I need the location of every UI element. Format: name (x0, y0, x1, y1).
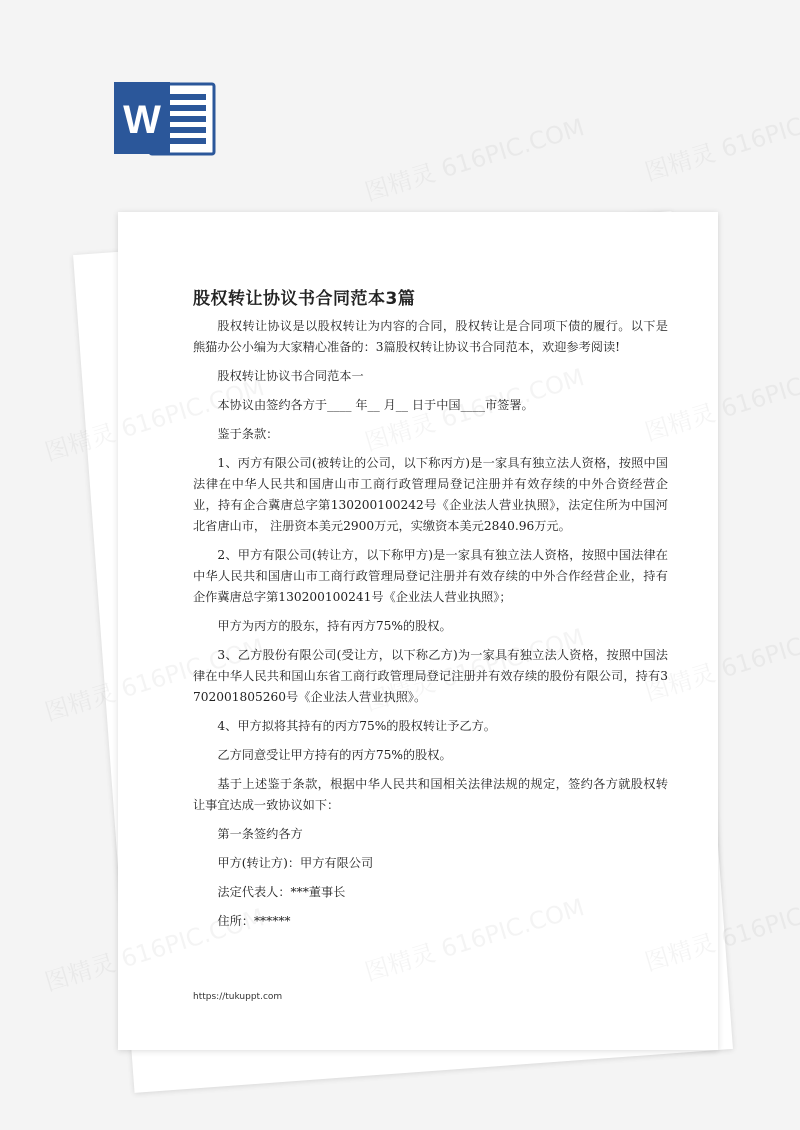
watermark (360, 107, 588, 207)
paragraph-article-1: 第一条签约各方 (217, 827, 303, 841)
word-icon-letter: W (123, 98, 161, 142)
paragraph-address: 住所：****** (217, 914, 291, 928)
paragraph-clause-2: 2、甲方有限公司(转让方，以下称甲方)是一家具有独立法人资格，按照中国法律在中华人民共和国唐山市工商行政管理局登记注册并有效存续的中外合作经营企业，持有企作冀唐总字第130200100241号《企业法人营业执照》； (193, 548, 668, 604)
document-title: 股权转让协议书合同范本3篇 (193, 289, 416, 309)
paragraph-clause-1: 1、丙方有限公司(被转让的公司，以下称丙方)是一家具有独立法人资格，按照中国法律在中华人民共和国唐山市工商行政管理局登记注册并有效存续的中外合资经营企业，持有企合冀唐总字第130200100242号《企业法人营业执照》，法定住所为中国河北省唐山市， 注册资本美元2900万元，实缴资本美元2840.96万元。 (193, 456, 668, 533)
paragraph-shareholding: 甲方为丙方的股东，持有丙方75%的股权。 (217, 619, 452, 633)
paragraph-legal-rep: 法定代表人：***董事长 (217, 885, 346, 899)
document-body (193, 316, 668, 940)
footer-link[interactable]: https://tukuppt.com (193, 992, 283, 1002)
paragraph-acceptance: 乙方同意受让甲方持有的丙方75%的股权。 (217, 748, 452, 762)
paragraph-agreement-basis: 基于上述鉴于条款，根据中华人民共和国相关法律法规的规定，签约各方就股权转让事宜达成一致协议如下： (193, 777, 668, 812)
paragraph-party-a: 甲方(转让方)：甲方有限公司 (217, 856, 374, 870)
watermark (640, 87, 800, 187)
word-document-icon (112, 78, 216, 158)
paragraph-section-heading: 股权转让协议书合同范本一 (217, 369, 364, 383)
paragraph-signing: 本协议由签约各方于____ 年__ 月__ 日于中国____市签署。 (217, 398, 534, 412)
paragraph-recitals-heading: 鉴于条款： (217, 427, 279, 441)
paragraph-clause-4: 4、甲方拟将其持有的丙方75%的股权转让予乙方。 (217, 719, 496, 733)
paragraph-clause-3: 3、乙方股份有限公司(受让方，以下称乙方)为一家具有独立法人资格，按照中国法律在中华人民共和国山东省工商行政管理局登记注册并有效存续的股份有限公司，持有3702001805260号《企业法人营业执照》。 (193, 648, 668, 704)
paragraph-intro: 股权转让协议是以股权转让为内容的合同，股权转让是合同项下债的履行。以下是熊猫办公小编为大家精心准备的：3篇股权转让协议书合同范本，欢迎参考阅读! (193, 319, 668, 354)
document-page (118, 212, 718, 1050)
